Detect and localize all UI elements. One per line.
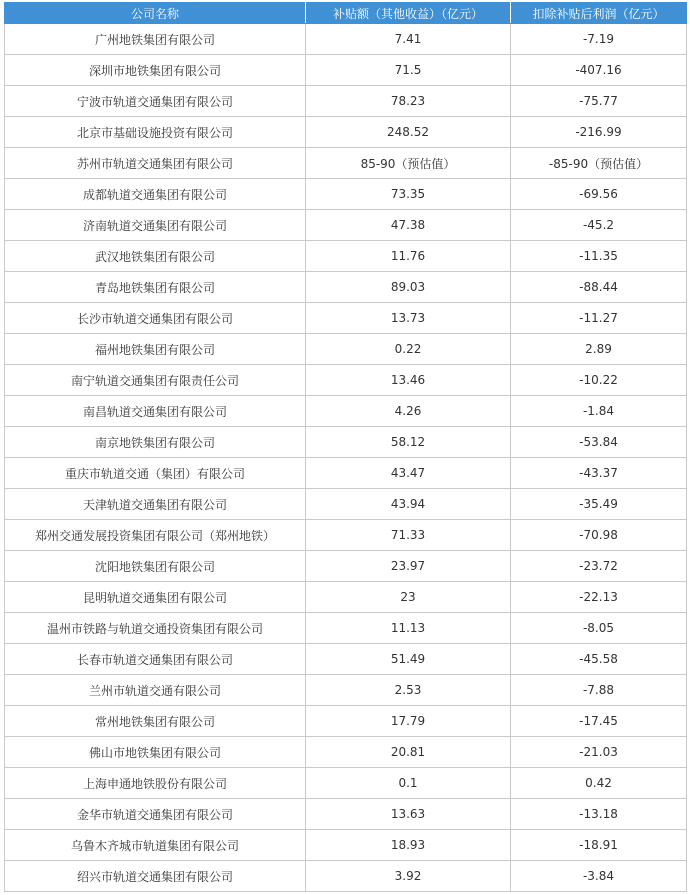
profit-after-subsidy-cell: -7.88 <box>511 675 687 706</box>
subsidy-amount-cell: 13.46 <box>306 365 511 396</box>
table-row <box>5 551 687 582</box>
table-row <box>5 365 687 396</box>
profit-after-subsidy-cell: -216.99 <box>511 117 687 148</box>
company-name-cell: 广州地铁集团有限公司 <box>5 24 306 55</box>
company-name-cell: 南京地铁集团有限公司 <box>5 427 306 458</box>
table-row <box>5 644 687 675</box>
profit-after-subsidy-cell: -8.05 <box>511 613 687 644</box>
table-row <box>5 520 687 551</box>
subsidy-amount-cell: 18.93 <box>306 830 511 861</box>
profit-after-subsidy-cell: -11.35 <box>511 241 687 272</box>
table-row <box>5 24 687 55</box>
profit-after-subsidy-cell: -85-90（预估值） <box>511 148 687 179</box>
company-name-cell: 金华市轨道交通集团有限公司 <box>5 799 306 830</box>
table-header-row <box>5 3 687 24</box>
profit-after-subsidy-cell: -21.03 <box>511 737 687 768</box>
subsidy-amount-cell: 11.13 <box>306 613 511 644</box>
company-name-cell: 济南轨道交通集团有限公司 <box>5 210 306 241</box>
profit-after-subsidy-cell: -407.16 <box>511 55 687 86</box>
table-row <box>5 489 687 520</box>
subsidy-amount-cell: 71.5 <box>306 55 511 86</box>
table-row <box>5 210 687 241</box>
profit-after-subsidy-cell: -75.77 <box>511 86 687 117</box>
company-name-cell: 上海申通地铁股份有限公司 <box>5 768 306 799</box>
header-company-name: 公司名称 <box>5 3 306 24</box>
company-name-cell: 武汉地铁集团有限公司 <box>5 241 306 272</box>
profit-after-subsidy-cell: -18.91 <box>511 830 687 861</box>
company-name-cell: 长春市轨道交通集团有限公司 <box>5 644 306 675</box>
subsidy-amount-cell: 11.76 <box>306 241 511 272</box>
profit-after-subsidy-cell: -70.98 <box>511 520 687 551</box>
company-name-cell: 佛山市地铁集团有限公司 <box>5 737 306 768</box>
table-row <box>5 582 687 613</box>
subsidy-amount-cell: 23 <box>306 582 511 613</box>
profit-after-subsidy-cell: -69.56 <box>511 179 687 210</box>
company-name-cell: 郑州交通发展投资集团有限公司（郑州地铁） <box>5 520 306 551</box>
table-row <box>5 148 687 179</box>
subsidy-amount-cell: 23.97 <box>306 551 511 582</box>
company-name-cell: 重庆市轨道交通（集团）有限公司 <box>5 458 306 489</box>
company-name-cell: 绍兴市轨道交通集团有限公司 <box>5 861 306 892</box>
subsidy-amount-cell: 47.38 <box>306 210 511 241</box>
profit-after-subsidy-cell: 0.42 <box>511 768 687 799</box>
profit-after-subsidy-cell: -3.84 <box>511 861 687 892</box>
subsidy-amount-cell: 3.92 <box>306 861 511 892</box>
profit-after-subsidy-cell: -43.37 <box>511 458 687 489</box>
company-name-cell: 天津轨道交通集团有限公司 <box>5 489 306 520</box>
table-row <box>5 427 687 458</box>
subsidy-amount-cell: 17.79 <box>306 706 511 737</box>
profit-after-subsidy-cell: -10.22 <box>511 365 687 396</box>
profit-after-subsidy-cell: -17.45 <box>511 706 687 737</box>
company-name-cell: 乌鲁木齐城市轨道集团有限公司 <box>5 830 306 861</box>
subsidy-amount-cell: 2.53 <box>306 675 511 706</box>
profit-after-subsidy-cell: -13.18 <box>511 799 687 830</box>
subsidy-amount-cell: 85-90（预估值） <box>306 148 511 179</box>
profit-after-subsidy-cell: -88.44 <box>511 272 687 303</box>
subsidy-amount-cell: 71.33 <box>306 520 511 551</box>
header-profit-after-subsidy: 扣除补贴后利润（亿元） <box>511 3 687 24</box>
profit-after-subsidy-cell: -45.58 <box>511 644 687 675</box>
table-row <box>5 334 687 365</box>
subsidy-table <box>4 2 687 892</box>
company-name-cell: 深圳市地铁集团有限公司 <box>5 55 306 86</box>
company-name-cell: 苏州市轨道交通集团有限公司 <box>5 148 306 179</box>
subsidy-amount-cell: 13.63 <box>306 799 511 830</box>
table-row <box>5 613 687 644</box>
table-row <box>5 768 687 799</box>
subsidy-amount-cell: 73.35 <box>306 179 511 210</box>
table-row <box>5 861 687 892</box>
subsidy-amount-cell: 248.52 <box>306 117 511 148</box>
table-row <box>5 117 687 148</box>
profit-after-subsidy-cell: -7.19 <box>511 24 687 55</box>
table-row <box>5 241 687 272</box>
table-row <box>5 675 687 706</box>
subsidy-amount-cell: 4.26 <box>306 396 511 427</box>
company-name-cell: 青岛地铁集团有限公司 <box>5 272 306 303</box>
subsidy-amount-cell: 51.49 <box>306 644 511 675</box>
table-row <box>5 737 687 768</box>
company-name-cell: 昆明轨道交通集团有限公司 <box>5 582 306 613</box>
table-row <box>5 830 687 861</box>
header-subsidy-amount: 补贴额（其他收益）（亿元） <box>306 3 511 24</box>
table-row <box>5 272 687 303</box>
profit-after-subsidy-cell: 2.89 <box>511 334 687 365</box>
profit-after-subsidy-cell: -11.27 <box>511 303 687 334</box>
profit-after-subsidy-cell: -23.72 <box>511 551 687 582</box>
table-row <box>5 706 687 737</box>
subsidy-amount-cell: 43.47 <box>306 458 511 489</box>
table-row <box>5 458 687 489</box>
subsidy-amount-cell: 89.03 <box>306 272 511 303</box>
table-row <box>5 799 687 830</box>
profit-after-subsidy-cell: -45.2 <box>511 210 687 241</box>
subsidy-amount-cell: 0.1 <box>306 768 511 799</box>
profit-after-subsidy-cell: -22.13 <box>511 582 687 613</box>
company-name-cell: 南宁轨道交通集团有限责任公司 <box>5 365 306 396</box>
profit-after-subsidy-cell: -1.84 <box>511 396 687 427</box>
company-name-cell: 兰州市轨道交通有限公司 <box>5 675 306 706</box>
table-row <box>5 396 687 427</box>
subsidy-amount-cell: 20.81 <box>306 737 511 768</box>
company-name-cell: 福州地铁集团有限公司 <box>5 334 306 365</box>
company-name-cell: 成都轨道交通集团有限公司 <box>5 179 306 210</box>
company-name-cell: 常州地铁集团有限公司 <box>5 706 306 737</box>
company-name-cell: 沈阳地铁集团有限公司 <box>5 551 306 582</box>
subsidy-amount-cell: 13.73 <box>306 303 511 334</box>
company-name-cell: 宁波市轨道交通集团有限公司 <box>5 86 306 117</box>
table-row <box>5 55 687 86</box>
company-name-cell: 温州市铁路与轨道交通投资集团有限公司 <box>5 613 306 644</box>
subsidy-amount-cell: 43.94 <box>306 489 511 520</box>
subsidy-amount-cell: 78.23 <box>306 86 511 117</box>
company-name-cell: 长沙市轨道交通集团有限公司 <box>5 303 306 334</box>
profit-after-subsidy-cell: -53.84 <box>511 427 687 458</box>
subsidy-amount-cell: 7.41 <box>306 24 511 55</box>
subsidy-amount-cell: 58.12 <box>306 427 511 458</box>
table-row <box>5 303 687 334</box>
company-name-cell: 南昌轨道交通集团有限公司 <box>5 396 306 427</box>
subsidy-amount-cell: 0.22 <box>306 334 511 365</box>
table-row <box>5 179 687 210</box>
profit-after-subsidy-cell: -35.49 <box>511 489 687 520</box>
company-name-cell: 北京市基础设施投资有限公司 <box>5 117 306 148</box>
table-row <box>5 86 687 117</box>
